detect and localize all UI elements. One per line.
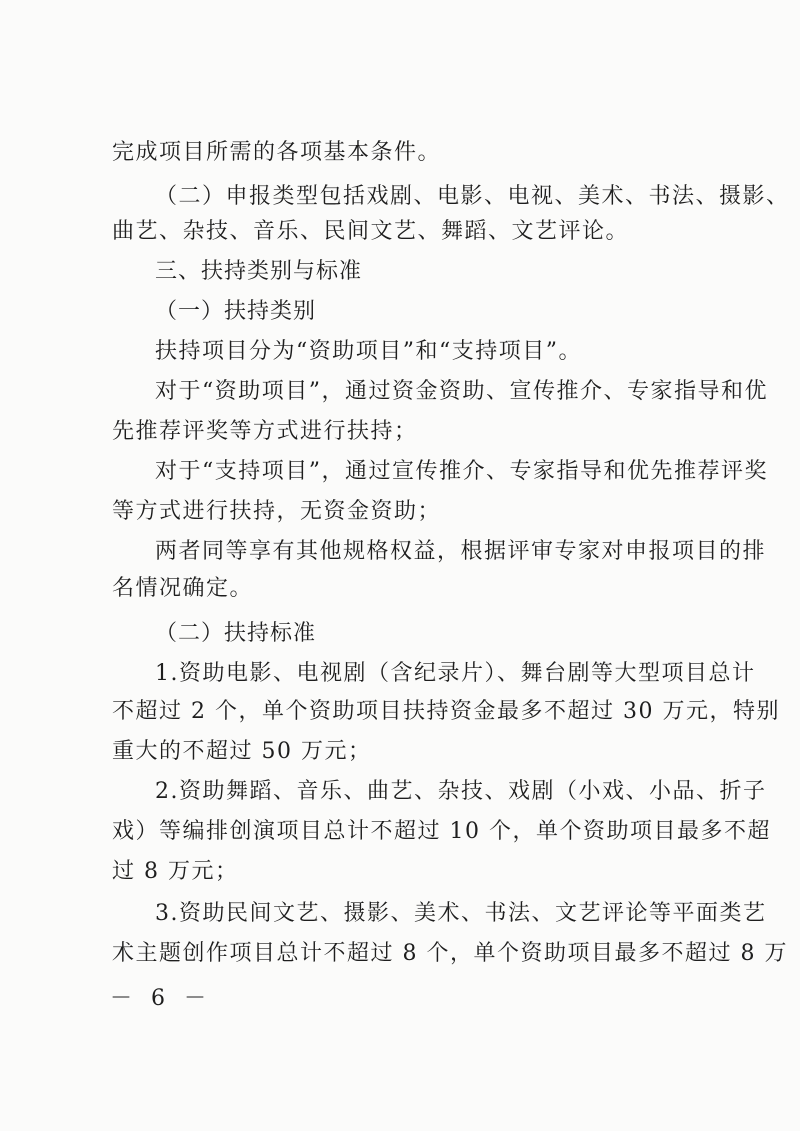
- paragraph-line: 3.资助民间文艺、摄影、美术、书法、文艺评论等平面类艺: [155, 901, 767, 926]
- subsection-heading: （二）扶持标准: [155, 621, 317, 646]
- paragraph-line: 戏）等编排创演项目总计不超过 10 个，单个资助项目最多不超: [112, 819, 771, 844]
- paragraph-line: 过 8 万元；: [112, 859, 239, 884]
- paragraph-line: 先推荐评奖等方式进行扶持；: [112, 419, 418, 444]
- paragraph-line: 名情况确定。: [112, 576, 254, 601]
- paragraph-line: 术主题创作项目总计不超过 8 个，单个资助项目最多不超过 8 万: [112, 941, 788, 966]
- paragraph-line: 曲艺、杂技、音乐、民间文艺、舞蹈、文艺评论。: [112, 219, 630, 244]
- paragraph-line: 重大的不超过 50 万元；: [112, 739, 372, 764]
- paragraph-line: （二）申报类型包括戏剧、电影、电视、美术、书法、摄影、: [155, 184, 790, 209]
- paragraph-line: 1.资助电影、电视剧（含纪录片）、舞台剧等大型项目总计: [155, 661, 756, 686]
- paragraph-line: 两者同等享有其他规格权益，根据评审专家对申报项目的排: [155, 539, 767, 564]
- section-heading: 三、扶持类别与标准: [155, 259, 363, 284]
- paragraph-line: 等方式进行扶持，无资金资助；: [112, 499, 442, 524]
- paragraph-line: 2.资助舞蹈、音乐、曲艺、杂技、戏剧（小戏、小品、折子: [155, 779, 767, 804]
- subsection-heading: （一）扶持类别: [155, 299, 317, 324]
- paragraph-line: 完成项目所需的各项基本条件。: [112, 140, 442, 165]
- paragraph-line: 扶持项目分为“资助项目”和“支持项目”。: [155, 339, 582, 364]
- paragraph-line: 不超过 2 个，单个资助项目扶持资金最多不超过 30 万元，特别: [112, 699, 780, 724]
- paragraph-line: 对于“支持项目”，通过宣传推介、专家指导和优先推荐评奖: [155, 459, 768, 484]
- page-number: － 6 －: [110, 986, 212, 1011]
- paragraph-line: 对于“资助项目”，通过资金资助、宣传推介、专家指导和优: [155, 379, 768, 404]
